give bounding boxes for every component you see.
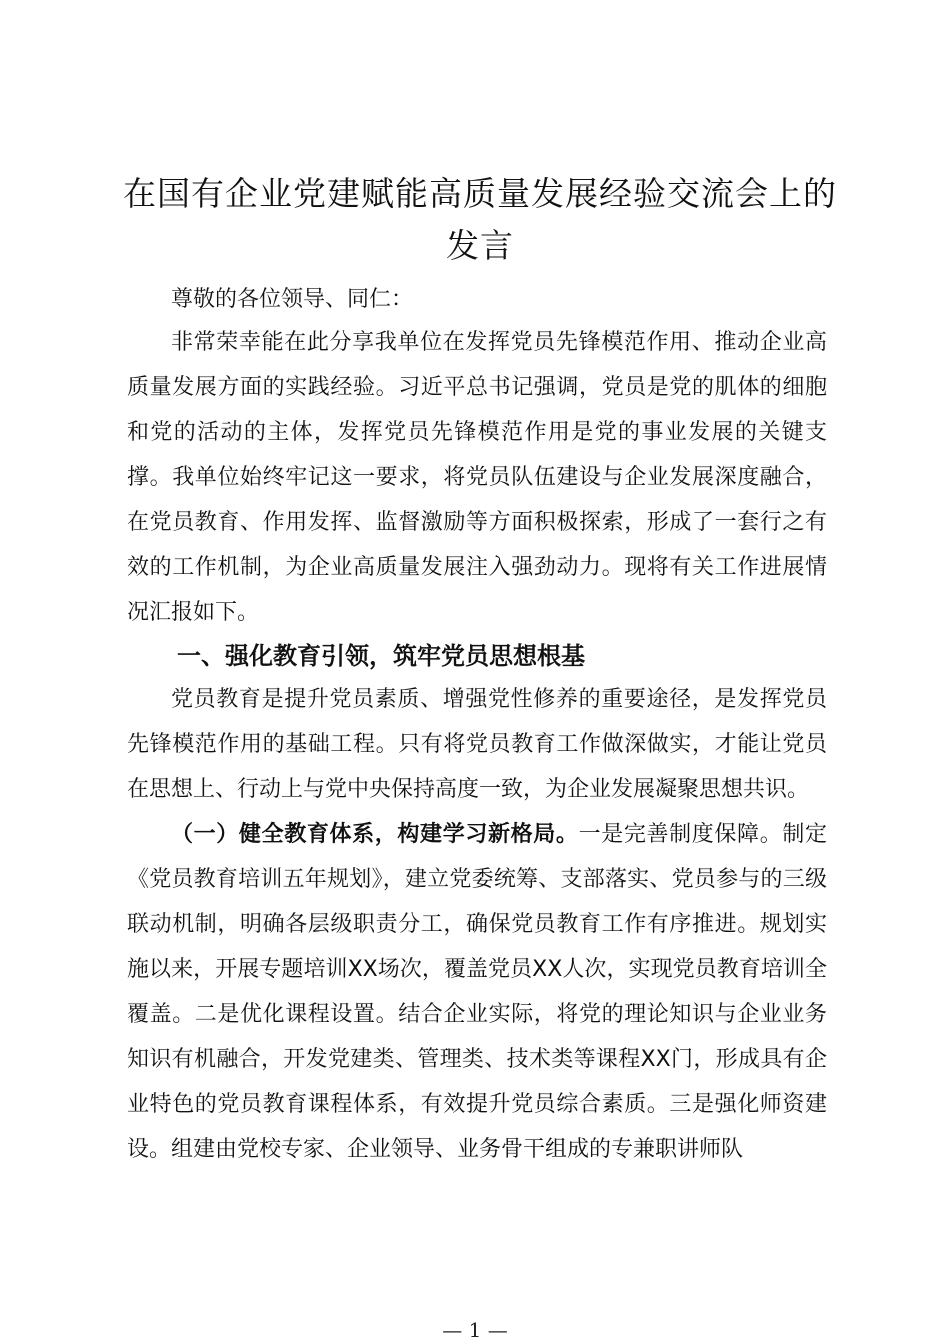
subsection-paragraph (127, 812, 827, 1172)
subsection-body: 一是完善制度保障。制定《党员教育培训五年规划》，建立党委统筹、支部落实、党员参与的三级联动机制，明确各层级职责分工，确保党员教育工作有序推进。规划实施以来，开展专题培训XX场次，覆盖党员XX人次，实现党员教育培训全覆盖。二是优化课程设置。结合企业实际，将党的理论知识与企业业务知识有机融合，开发党建类、管理类、技术类等课程XX门，形成具有企业特色的党员教育课程体系，有效提升党员综合素质。三是强化师资建设。组建由党校专家、企业领导、业务骨干组成的专兼职讲师队 (127, 822, 827, 1162)
intro-paragraph: 非常荣幸能在此分享我单位在发挥党员先锋模范作用、推动企业高质量发展方面的实践经验。习近平总书记强调，党员是党的肌体的细胞和党的活动的主体，发挥党员先锋模范作用是党的事业发展的关键支撑。我单位始终牢记这一要求，将党员队伍建设与企业发展深度融合，在党员教育、作用发挥、监督激励等方面积极探索，形成了一套行之有效的工作机制，为企业高质量发展注入强劲动力。现将有关工作进展情况汇报如下。 (127, 330, 827, 625)
salutation: 尊敬的各位领导、同仁： (171, 287, 414, 312)
document-title: 在国有企业党建赋能高质量发展经验交流会上的发言 (123, 174, 837, 265)
education-paragraph: 党员教育是提升党员素质、增强党性修养的重要途径，是发挥党员先锋模范作用的基础工程。只有将党员教育工作做深做实，才能让党员在思想上、行动上与党中央保持高度一致，为企业发展凝聚思想共识。 (127, 687, 827, 802)
subsection-heading: （一）健全教育体系，构建学习新格局。 (171, 822, 579, 847)
page-number: — 1 — (442, 1318, 508, 1342)
section-heading-1: 一、强化教育引领，筑牢党员思想根基 (177, 642, 585, 670)
